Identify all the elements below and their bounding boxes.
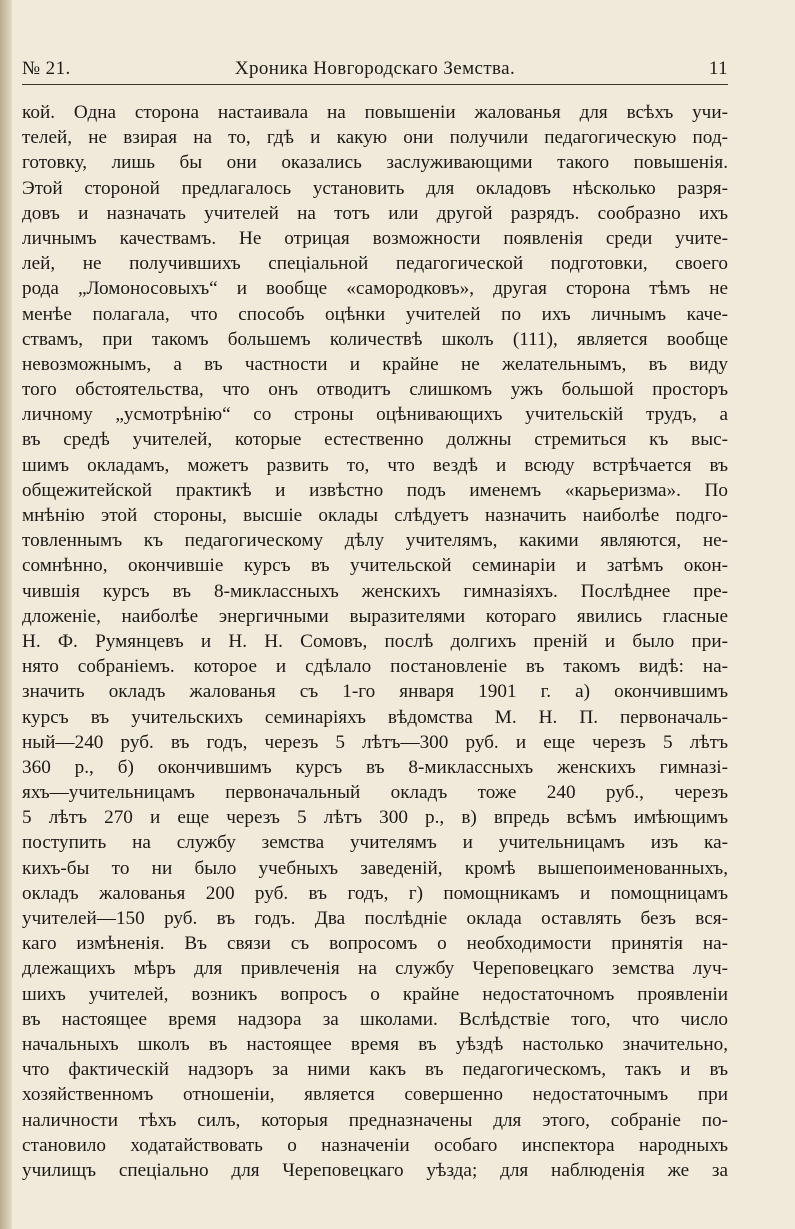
text-line: мнѣнію этой стороны, высшіе оклады слѣдуетъ назначить наиболѣе подго- <box>22 505 728 526</box>
text-line: того обстоятельства, что онъ отводитъ слишкомъ ужъ большой просторъ <box>22 379 728 401</box>
text-line: невозможнымъ, а въ частности и крайне не желательнымъ, въ виду <box>22 353 728 375</box>
text-line: Н. Ф. Румянцевъ и Н. Н. Сомовъ, послѣ долгихъ преній и было при- <box>22 630 728 652</box>
text-line: нято собраніемъ. которое и сдѣлало постановленіе въ такомъ видѣ: на- <box>22 656 728 678</box>
issue-number: № 21. <box>22 58 71 79</box>
text-line: въ настоящее время надзора за школами. Вслѣдствіе того, что число <box>22 1008 728 1030</box>
body-text <box>22 100 728 1183</box>
text-line: чившія курсъ въ 8-миклассныхъ женскихъ гимназіяхъ. Послѣднее пре- <box>22 580 728 602</box>
text-line: хозяйственномъ отношеніи, является совершенно недостаточнымъ при <box>22 1084 728 1106</box>
text-line: личнымъ качествамъ. Не отрицая возможности появленія среди учите- <box>22 227 728 249</box>
text-line: учителей—150 руб. въ годъ. Два послѣдніе оклада оставлять безъ вся- <box>22 908 728 929</box>
text-line: что фактическій надзоръ за ними какъ въ педагогическомъ, такъ и въ <box>22 1059 728 1081</box>
text-line: менѣе полагала, что способъ оцѣнки учителей по ихъ личнымъ каче- <box>22 303 728 325</box>
text-line: значить окладъ жалованья съ 1-го января 1901 г. а) окончившимъ <box>22 681 728 703</box>
text-line: каго измѣненія. Въ связи съ вопросомъ о необходимости принятія на- <box>22 933 728 955</box>
text-line: сомнѣнно, окончившіе курсъ въ учительской семинаріи и затѣмъ окон- <box>22 555 728 577</box>
text-line: становило ходатайствовать о назначеніи особаго инспектора народныхъ <box>22 1134 728 1156</box>
text-line: поступить на службу земства учителямъ и учительницамъ изъ ка- <box>22 832 728 854</box>
text-line: рода „Ломоносовыхъ“ и вообще «самородковъ», другая сторона тѣмъ не <box>22 278 728 300</box>
text-line: Этой стороной предлагалось установить для окладовъ нѣсколько разря- <box>22 177 728 199</box>
journal-title: Хроника Новгородскаго Земства. <box>234 58 516 79</box>
text-line: товленнымъ къ педагогическому дѣлу учителямъ, какими являются, не- <box>22 530 728 552</box>
text-line: шихъ учителей, возникъ вопросъ о крайне недостаточномъ проявленіи <box>22 983 728 1005</box>
text-line: общежитейской практикѣ и извѣстно подъ именемъ «карьеризма». По <box>22 479 728 501</box>
text-line: довъ и назначать учителей на тотъ или другой разрядъ. сообразно ихъ <box>22 202 728 224</box>
text-line: яхъ—учительницамъ первоначальный окладъ тоже 240 руб., черезъ <box>22 782 728 804</box>
text-line: начальныхъ школъ въ настоящее время въ уѣздѣ настолько значительно, <box>22 1033 728 1055</box>
text-line: телей, не взирая на то, гдѣ и какую они получили педагогическую под- <box>22 127 728 149</box>
text-line: ствамъ, при такомъ большемъ количествѣ школъ (111), является вообще <box>22 328 728 350</box>
text-line: дложеніе, наиболѣе энергичными выразителями котораго явились гласные <box>22 605 728 627</box>
text-line: готовку, лишь бы они оказались заслуживающими такого повышенія. <box>22 152 728 174</box>
header-rule <box>22 84 728 85</box>
text-line: 5 лѣтъ 270 и еще черезъ 5 лѣтъ 300 р., в) впредь всѣмъ имѣющимъ <box>22 807 728 829</box>
page-binding-edge <box>0 0 12 1229</box>
text-line: курсъ въ учительскихъ семинаріяхъ вѣдомства М. Н. П. первоначаль- <box>22 706 728 728</box>
text-line: окладъ жалованья 200 руб. въ годъ, г) помощникамъ и помощницамъ <box>22 882 728 904</box>
text-line: личному „усмотрѣнію“ со строны оцѣнивающихъ учительскій трудъ, а <box>22 404 728 426</box>
text-line: шимъ окладамъ, можетъ развить то, что вездѣ и всюду встрѣчается въ <box>22 454 728 476</box>
text-line: въ средѣ учителей, которые естественно должны стремиться къ выс- <box>22 429 728 451</box>
text-line: лей, не получившихъ спеціальной педагогической подготовки, своего <box>22 253 728 275</box>
text-line: кой. Одна сторона настаивала на повышеніи жалованья для всѣхъ учи- <box>22 102 728 123</box>
text-line: наличности тѣхъ силъ, которыя предназначены для этого, собраніе по- <box>22 1109 728 1131</box>
text-line: длежащихъ мѣръ для привлеченія на службу Череповецкаго земства луч- <box>22 958 728 980</box>
text-line: ный—240 руб. въ годъ, черезъ 5 лѣтъ—300 руб. и еще черезъ 5 лѣтъ <box>22 731 728 753</box>
text-line: кихъ-бы то ни было учебныхъ заведеній, кромѣ вышепоименованныхъ, <box>22 857 728 879</box>
page-number: 11 <box>708 58 728 79</box>
text-line: училищъ спеціально для Череповецкаго уѣзда; для наблюденія же за <box>22 1159 728 1181</box>
text-line: 360 р., б) окончившимъ курсъ въ 8-миклассныхъ женскихъ гимназі- <box>22 756 728 778</box>
